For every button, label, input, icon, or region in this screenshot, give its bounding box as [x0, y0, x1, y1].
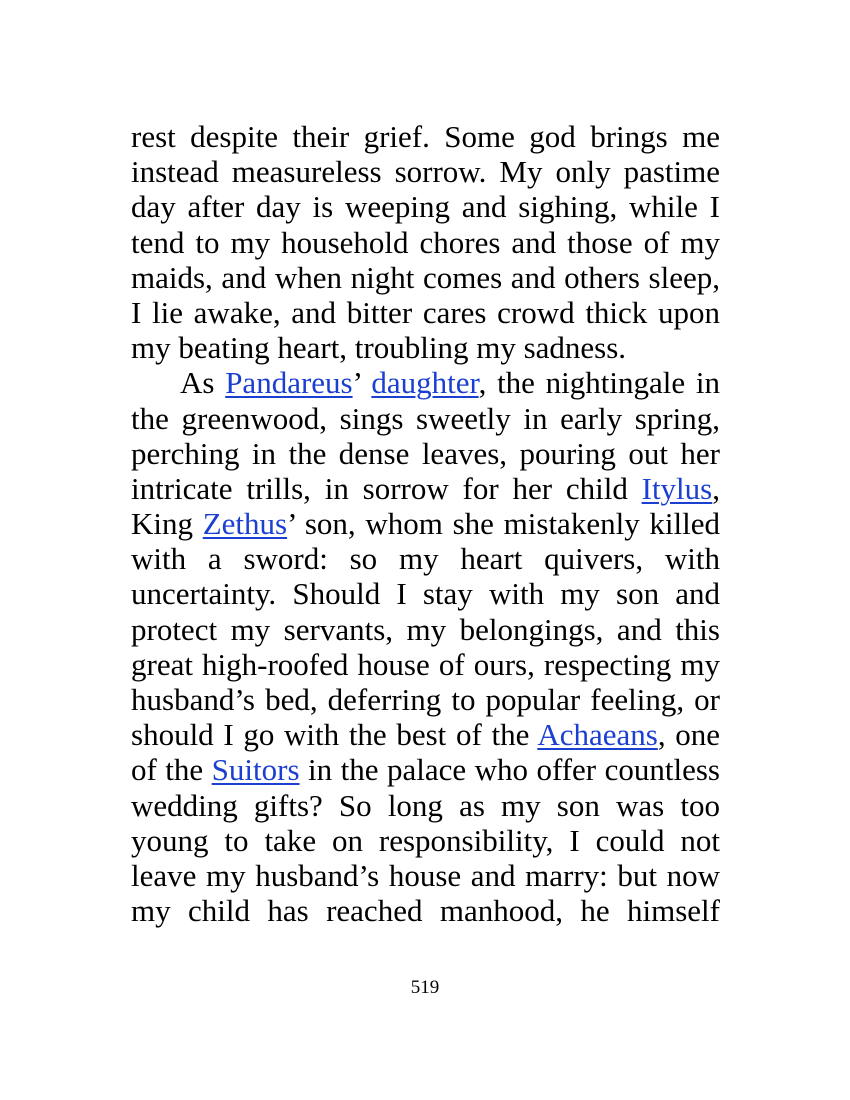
text-segment: in the palace who offer countless — [299, 752, 720, 788]
body-text — [131, 119, 720, 928]
text-line: leave my husband’s house and marry: but now — [131, 857, 720, 893]
text-segment: of the — [131, 752, 212, 788]
text-line: perching in the dense leaves, pouring out her — [131, 435, 720, 471]
text-line: protect my servants, my belongings, and this — [131, 611, 720, 647]
link-itylus[interactable]: Itylus — [641, 470, 713, 506]
text-segment: As — [180, 365, 226, 401]
text-segment: intricate trills, in sorrow for her child — [131, 470, 642, 506]
text-segment: , — [712, 470, 720, 506]
text-line: young to take on responsibility, I could not — [131, 822, 720, 858]
text-line: my child has reached manhood, he himself — [131, 893, 720, 929]
text-segment: should I go with the best of the — [131, 717, 538, 753]
text-line — [131, 365, 720, 400]
text-line: I lie awake, and bitter cares crowd thick upon — [131, 294, 720, 330]
text-line: with a sword: so my heart quivers, with — [131, 541, 720, 577]
link-daughter[interactable]: daughter — [371, 365, 479, 401]
text-line: my beating heart, troubling my sadness. — [131, 330, 627, 366]
text-line: day after day is weeping and sighing, while I — [131, 189, 720, 225]
text-segment: King — [131, 506, 203, 542]
text-line: husband’s bed, deferring to popular feeling, or — [131, 682, 720, 717]
text-line — [131, 471, 720, 506]
link-achaeans[interactable]: Achaeans — [537, 717, 658, 753]
text-segment: ’ — [352, 365, 372, 401]
text-line: instead measureless sorrow. My only pastime — [131, 154, 720, 190]
text-segment: , the nightingale in — [478, 365, 720, 401]
link-suitors[interactable]: Suitors — [211, 752, 300, 788]
text-line: the greenwood, sings sweetly in early spring, — [131, 400, 720, 436]
text-segment: , one — [657, 717, 720, 753]
text-line — [131, 506, 720, 541]
text-line: great high-roofed house of ours, respecting my — [131, 646, 720, 682]
text-line: rest despite their grief. Some god brings me — [131, 119, 720, 154]
link-zethus[interactable]: Zethus — [202, 506, 288, 542]
text-line: uncertainty. Should I stay with my son and — [131, 576, 720, 612]
text-line: maids, and when night comes and others sleep, — [131, 259, 720, 295]
text-line: tend to my household chores and those of my — [131, 224, 720, 260]
link-pandareus[interactable]: Pandareus — [225, 365, 353, 401]
text-line — [131, 752, 720, 787]
text-segment: ’ son, whom she mistakenly killed — [287, 506, 720, 542]
page-number: 519 — [410, 977, 440, 998]
text-line — [131, 717, 720, 752]
text-line: wedding gifts? So long as my son was too — [131, 787, 720, 823]
